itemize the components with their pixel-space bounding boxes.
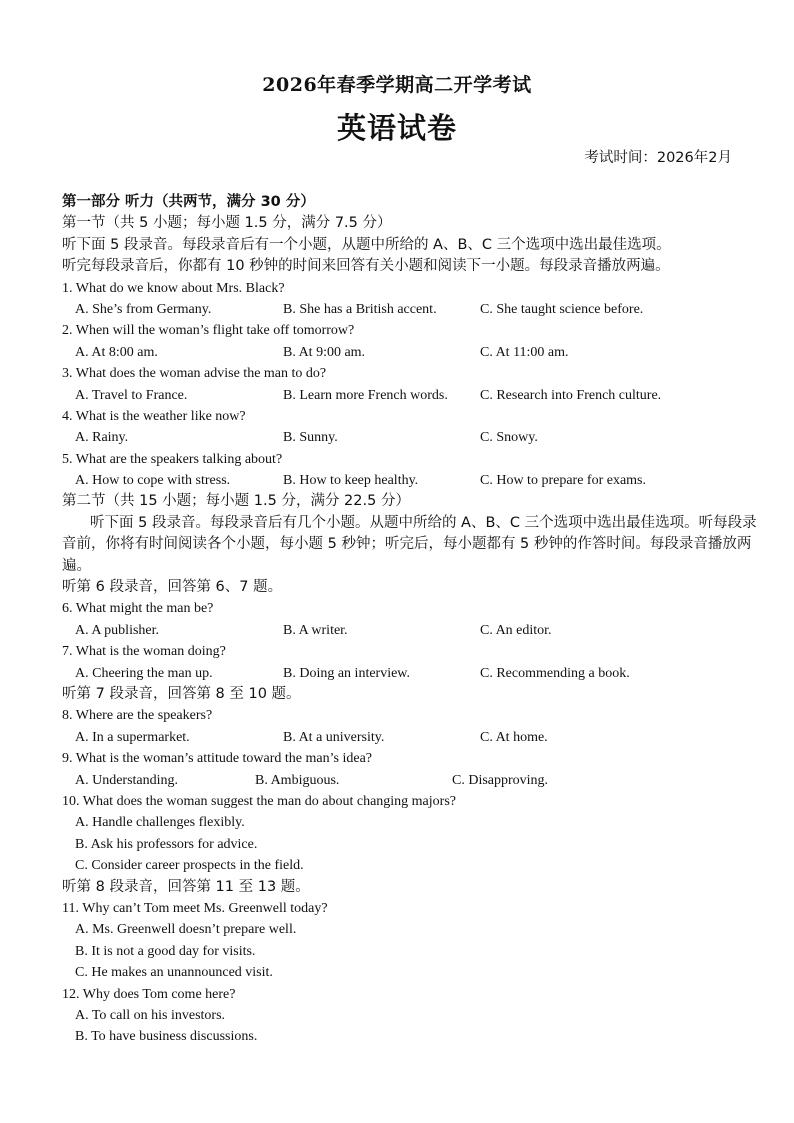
question-stem: 1. What do we know about Mrs. Black?	[62, 280, 285, 296]
question-options	[62, 299, 762, 320]
option-b: B. Learn more French words.	[283, 387, 448, 403]
option-c: C. Snowy.	[480, 430, 538, 446]
audio-intro: 听第 7 段录音，回答第 8 至 10 题。	[62, 686, 301, 703]
option-b: B. It is not a good day for visits.	[75, 943, 256, 959]
section2-heading: 第二节（共 15 小题；每小题 1.5 分，满分 22.5 分）	[62, 493, 410, 510]
section1-instruction: 听下面 5 段录音。每段录音后有一个小题，从题中所给的 A、B、C 三个选项中选出最佳选项。	[62, 236, 671, 253]
option-b: B. At a university.	[283, 729, 385, 745]
question-stem: 8. Where are the speakers?	[62, 708, 213, 724]
section1-instruction: 听完每段录音后，你都有 10 秒钟的时间来回答有关小题和阅读下一小题。每段录音播放两遍。	[62, 258, 670, 275]
option-b: B. A writer.	[283, 622, 348, 638]
question-stem: 10. What does the woman suggest the man do about changing majors?	[62, 793, 456, 809]
option-c: C. Recommending a book.	[480, 665, 630, 681]
question-options	[62, 427, 762, 448]
question-stem: 2. When will the woman’s flight take off tomorrow?	[62, 323, 355, 339]
option-c: C. Consider career prospects in the field.	[75, 858, 304, 874]
question-stem: 11. Why can’t Tom meet Ms. Greenwell today?	[62, 900, 328, 916]
part1-heading: 第一部分 听力（共两节，满分 30 分）	[62, 194, 315, 210]
option-c: C. She taught science before.	[480, 301, 644, 317]
option-b: B. Sunny.	[283, 430, 338, 446]
exam-time: 考试时间：2026年2月	[584, 150, 732, 166]
option-a: A. She’s from Germany.	[75, 301, 212, 317]
option-b: B. How to keep healthy.	[283, 473, 419, 489]
question-options	[62, 663, 762, 684]
option-a: A. To call on his investors.	[75, 1007, 226, 1023]
option-a: A. At 8:00 am.	[75, 344, 158, 360]
option-b: B. At 9:00 am.	[283, 344, 366, 360]
section2-instruction: 听下面 5 段录音。每段录音后有几个小题。从题中所给的 A、B、C 三个选项中选出最佳选项。听每段录音前，你将有时间阅读各个小题，每小题 5 秒钟；听完后，每小题都有 5 秒钟的作答时间。每段录音播放两遍。	[62, 514, 757, 574]
question-options	[62, 620, 762, 641]
question-stem: 4. What is the weather like now?	[62, 408, 246, 424]
option-a: A. Rainy.	[75, 430, 129, 446]
option-a: A. In a supermarket.	[75, 729, 190, 745]
option-c: C. He makes an unannounced visit.	[75, 965, 273, 981]
option-c: C. Research into French culture.	[480, 387, 662, 403]
option-a: A. Understanding.	[75, 772, 179, 788]
option-c: C. At 11:00 am.	[480, 344, 569, 360]
option-a: A. Travel to France.	[75, 387, 188, 403]
option-a: A. Cheering the man up.	[75, 665, 213, 681]
option-b: B. Ask his professors for advice.	[75, 836, 258, 852]
subject-title: 英语试卷	[336, 111, 457, 145]
question-stem: 3. What does the woman advise the man to do?	[62, 366, 327, 382]
question-options	[62, 342, 762, 363]
option-b: B. She has a British accent.	[283, 301, 437, 317]
option-b: B. Doing an interview.	[283, 665, 411, 681]
question-options	[62, 470, 762, 491]
section1-heading: 第一节（共 5 小题；每小题 1.5 分，满分 7.5 分）	[62, 215, 392, 232]
question-stem: 5. What are the speakers talking about?	[62, 451, 283, 467]
option-b: B. Ambiguous.	[255, 772, 340, 788]
option-a: A. Handle challenges flexibly.	[75, 815, 245, 831]
option-b: B. To have business discussions.	[75, 1029, 258, 1045]
audio-intro: 听第 6 段录音，回答第 6、7 题。	[62, 579, 283, 596]
option-c: C. An editor.	[480, 622, 552, 638]
option-a: A. Ms. Greenwell doesn’t prepare well.	[75, 922, 297, 938]
question-stem: 9. What is the woman’s attitude toward the man’s idea?	[62, 751, 372, 767]
option-c: C. Disapproving.	[452, 772, 549, 788]
question-stem: 12. Why does Tom come here?	[62, 986, 236, 1002]
option-c: C. How to prepare for exams.	[480, 473, 647, 489]
question-stem: 7. What is the woman doing?	[62, 644, 226, 660]
listening-section	[62, 192, 762, 1048]
question-options	[62, 727, 762, 748]
question-options	[62, 385, 762, 406]
option-a: A. A publisher.	[75, 622, 160, 638]
question-stem: 6. What might the man be?	[62, 601, 214, 617]
question-options	[62, 770, 762, 791]
option-a: A. How to cope with stress.	[75, 473, 231, 489]
audio-intro: 听第 8 段录音，回答第 11 至 13 题。	[62, 878, 310, 895]
exam-title: 2026年春季学期高二开学考试	[262, 74, 532, 96]
option-c: C. At home.	[480, 729, 548, 745]
